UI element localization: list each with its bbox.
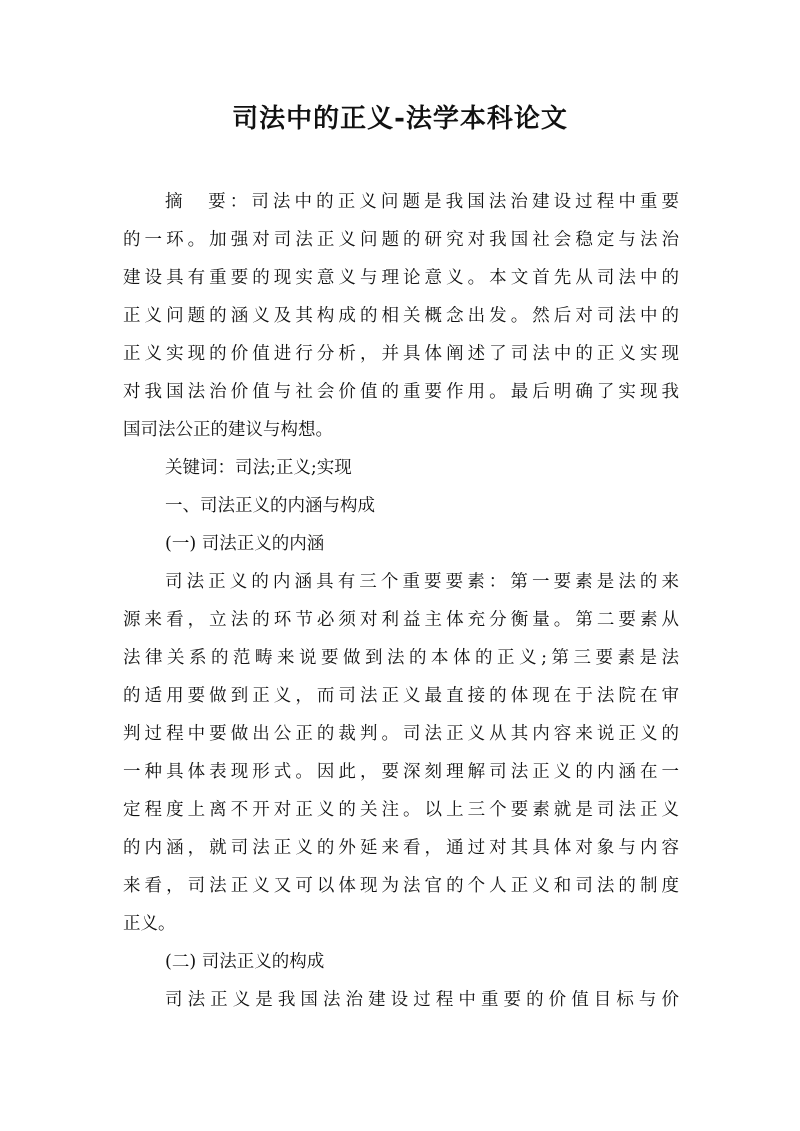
document-body <box>123 183 679 1019</box>
subsection-heading: (一) 司法正义的内涵 <box>165 534 325 554</box>
paragraph-line: 的适用要做到正义，而司法正义最直接的体现在于法院在审 <box>123 686 679 706</box>
abstract-line: 正义实现的价值进行分析，并具体阐述了司法中的正义实现 <box>123 344 679 364</box>
paragraph-line: 法律关系的范畴来说要做到法的本体的正义;第三要素是法 <box>123 648 679 668</box>
paragraph-line: 司法正义是我国法治建设过程中重要的价值目标与价 <box>165 990 679 1010</box>
paragraph-line: 的内涵，就司法正义的外延来看，通过对其具体对象与内容 <box>123 838 679 858</box>
abstract-line: 正义问题的涵义及其构成的相关概念出发。然后对司法中的 <box>123 306 679 326</box>
section-heading: 一、司法正义的内涵与构成 <box>165 496 375 516</box>
paragraph-line: 判过程中要做出公正的裁判。司法正义从其内容来说正义的 <box>123 724 679 744</box>
subsection-heading: (二) 司法正义的构成 <box>165 952 325 972</box>
paragraph-line: 司法正义的内涵具有三个重要要素：第一要素是法的来 <box>165 572 679 592</box>
abstract-line: 摘 要：司法中的正义问题是我国法治建设过程中重要 <box>165 192 679 212</box>
paragraph-line: 源来看，立法的环节必须对利益主体充分衡量。第二要素从 <box>123 610 679 630</box>
paragraph-line: 定程度上离不开对正义的关注。以上三个要素就是司法正义 <box>123 800 679 820</box>
abstract-line: 建设具有重要的现实意义与理论意义。本文首先从司法中的 <box>123 268 679 288</box>
abstract-line: 的一环。加强对司法正义问题的研究对我国社会稳定与法治 <box>123 230 679 250</box>
paragraph-line: 来看，司法正义又可以体现为法官的个人正义和司法的制度 <box>123 876 679 896</box>
abstract-line: 国司法公正的建议与构想。 <box>123 420 333 440</box>
document-title: 司法中的正义-法学本科论文 <box>232 104 568 134</box>
keywords-line: 关键词：司法;正义;实现 <box>165 458 352 478</box>
abstract-line: 对我国法治价值与社会价值的重要作用。最后明确了实现我 <box>123 382 679 402</box>
paragraph-line: 一种具体表现形式。因此，要深刻理解司法正义的内涵在一 <box>123 762 679 782</box>
paragraph-line: 正义。 <box>123 914 176 934</box>
